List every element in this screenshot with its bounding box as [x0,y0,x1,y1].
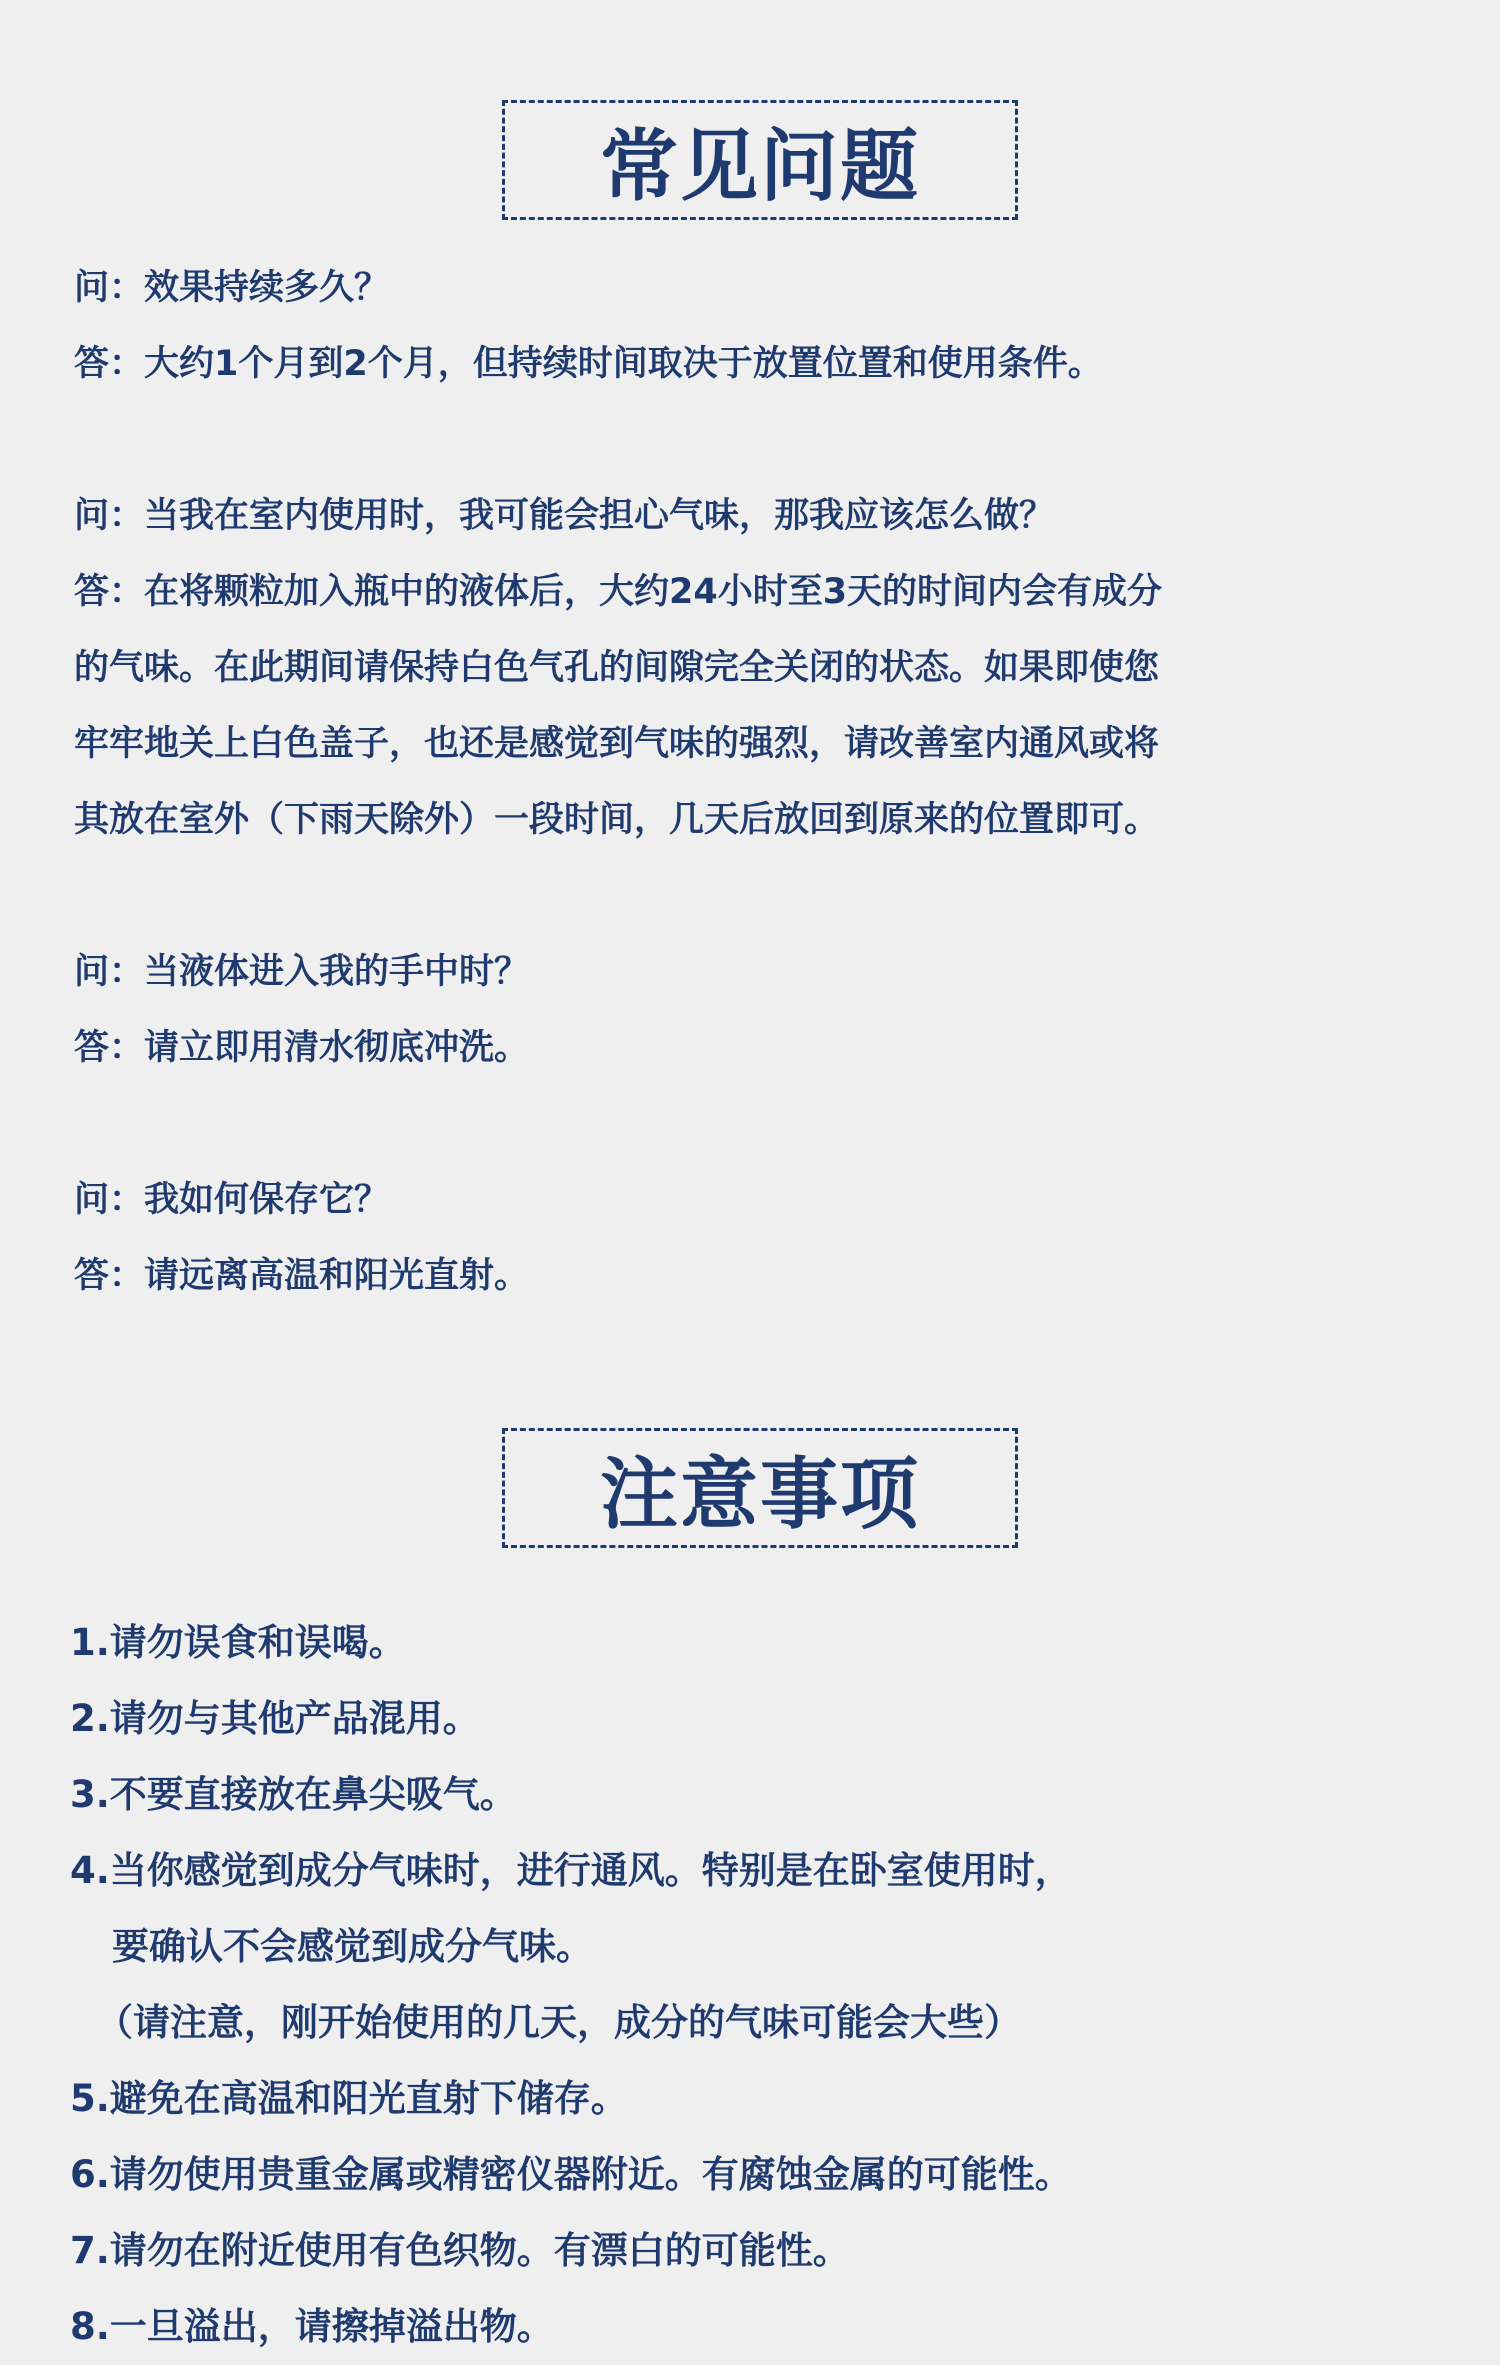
faq-answer-odor-line-1: 答：在将颗粒加入瓶中的液体后，大约24小时至3天的时间内会有成分 [74,572,1163,612]
notice-item-6: 6.请勿使用贵重金属或精密仪器附近。有腐蚀金属的可能性。 [70,2153,1072,2196]
notice-item-3: 3.不要直接放在鼻尖吸气。 [70,1773,517,1816]
notice-item-5: 5.避免在高温和阳光直射下储存。 [70,2077,628,2120]
faq-answer-odor-line-3: 牢牢地关上白色盖子，也还是感觉到气味的强烈，请改善室内通风或将 [74,724,1160,764]
faq-answer-odor-line-4: 其放在室外（下雨天除外）一段时间，几天后放回到原来的位置即可。 [74,800,1160,840]
notes-title: 注意事项 [502,1428,1018,1548]
notice-item-8: 8.一旦溢出，请擦掉溢出物。 [70,2305,554,2348]
faq-answer-duration: 答：大约1个月到2个月，但持续时间取决于放置位置和使用条件。 [74,344,1103,384]
faq-question-storage: 问：我如何保存它？ [74,1180,390,1220]
faq-question-duration: 问：效果持续多久？ [74,268,390,308]
notice-item-4-continued: 要确认不会感觉到成分气味。 [112,1925,593,1968]
faq-answer-odor-line-2: 的气味。在此期间请保持白色气孔的间隙完全关闭的状态。如果即使您 [74,648,1160,688]
notice-item-4-remark: （请注意，刚开始使用的几天，成分的气味可能会大些） [96,2001,1021,2044]
notice-item-1: 1.请勿误食和误喝。 [70,1621,406,1664]
faq-question-odor: 问：当我在室内使用时，我可能会担心气味，那我应该怎么做？ [74,496,1055,536]
notice-item-2: 2.请勿与其他产品混用。 [70,1697,480,1740]
notice-item-7: 7.请勿在附近使用有色织物。有漂白的可能性。 [70,2229,850,2272]
faq-title: 常见问题 [502,100,1018,220]
faq-answer-hand: 答：请立即用清水彻底冲洗。 [74,1028,530,1068]
faq-answer-storage: 答：请远离高温和阳光直射。 [74,1256,530,1296]
faq-question-hand: 问：当液体进入我的手中时？ [74,952,530,992]
notice-item-4: 4.当你感觉到成分气味时，进行通风。特别是在卧室使用时， [70,1849,1072,1892]
